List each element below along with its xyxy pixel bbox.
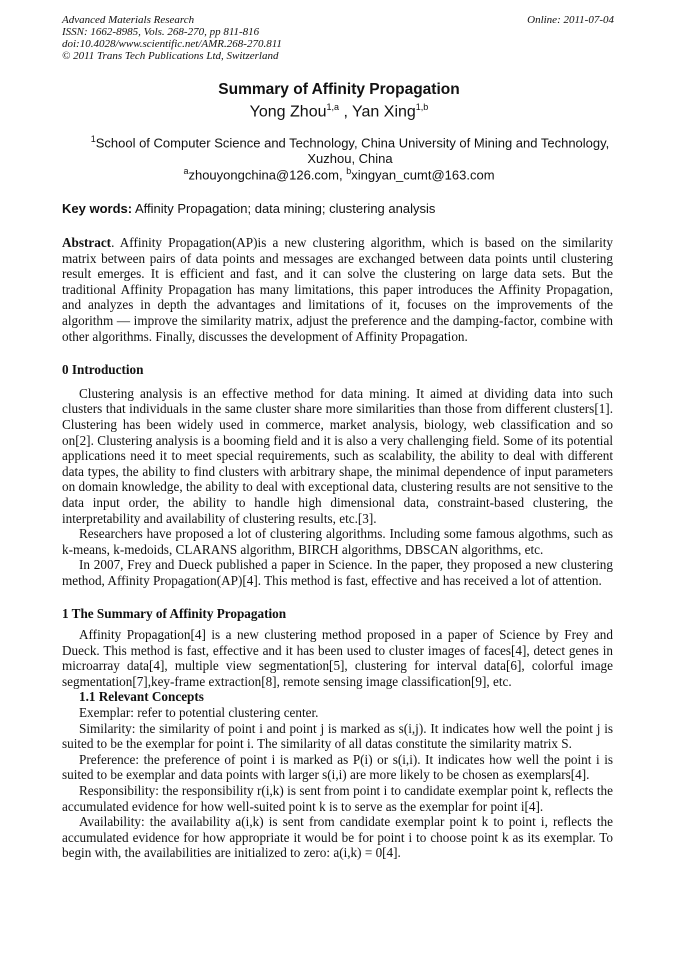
paper-title: Summary of Affinity Propagation [218, 81, 460, 98]
concept-availability: Availability: the availability a(i,k) is sent from candidate exemplar point k to point i, reflects the accumulated evidence for how appropriate it would be for point i to choose point k as its exemplar. To begin with, the availabilities are initialized to zero: a(i,k) = 0[4]. [62, 814, 613, 861]
journal-header [62, 14, 614, 62]
abstract [62, 235, 613, 344]
authors [0, 102, 678, 121]
abstract-label: Abstract [62, 235, 112, 250]
affiliation-sup: 1 [90, 134, 96, 144]
issn: ISSN: 1662-8985, Vols. 268-270, pp 811-816 [62, 26, 260, 38]
concept-exemplar: Exemplar: refer to potential clustering center. [79, 705, 319, 721]
keywords-text: Affinity Propagation; data mining; clustering analysis [134, 201, 436, 216]
email: zhouyongchina@126.com, [188, 167, 343, 183]
doi: doi:10.4028/www.scientific.net/AMR.268-270.811 [62, 38, 282, 50]
author-sup: 1,b [415, 102, 429, 112]
keywords-label: Key words: [62, 201, 133, 216]
body-text [62, 235, 613, 861]
email-sup: b [346, 166, 352, 176]
author-sup: 1,a [326, 102, 339, 112]
paragraph: Affinity Propagation[4] is a new clustering method proposed in a paper of Science by Frey and Dueck. This method is fast, effective and it has been used to cluster images of faces[4], detect genes in microarray data[4], multiple view segmentation[5], clustering for interval data[6], colorful image segmentation[7],key-frame extraction[8], remote sensing image classification[9], etc. [62, 627, 613, 689]
author-separator: , [339, 103, 353, 121]
section-heading: 1 The Summary of Affinity Propagation [62, 606, 287, 622]
author-name: Yong Zhou [249, 103, 327, 121]
journal-name: Advanced Materials Research [62, 14, 195, 26]
affiliation [80, 131, 620, 167]
keywords [62, 201, 435, 216]
paragraph: Clustering analysis is an effective method for data mining. It aimed at dividing data into such clusters that individuals in the same cluster share more similarities than those from different clusters[1]. Clustering has been widely used in commerce, market analysis, biology, web classification and so on[2]. Clustering analysis is a booming field and it is also a very challenging field. Some of its potential applications need it to meet special requirements, such as scalability, the ability to deal with different data types, the ability to find clusters with arbitrary shape, the minimal dependence of input parameters on domain knowledge, the ability to deal with exceptional data, clustering results are not sensitive to the data input order, the ability to handle high dimensional data, constraint-based clustering, the interpretability and availability of clustering results, etc.[3]. [62, 385, 613, 526]
author-name: Yan Xing [352, 103, 416, 121]
online-date: Online: 2011-07-04 [527, 14, 614, 26]
affiliation-text: School of Computer Science and Technology, China University of Mining and Technology, Xuzhou, China [95, 135, 610, 167]
paragraph: Researchers have proposed a lot of clustering algorithms. Including some famous algothms, such as k-means, k-medoids, CLARANS algorithm, BIRCH algorithms, DBSCAN algorithms, etc. [62, 526, 613, 557]
copyright: © 2011 Trans Tech Publications Ltd, Switzerland [62, 50, 279, 62]
subsection-heading: 1.1 Relevant Concepts [79, 689, 204, 705]
paragraph: In 2007, Frey and Dueck published a paper in Science. In the paper, they proposed a new clustering method, Affinity Propagation(AP)[4]. This method is fast, effective and has received a lot of attention. [62, 557, 613, 588]
email-sup: a [183, 166, 189, 176]
concept-responsibility: Responsibility: the responsibility r(i,k) is sent from point i to candidate exemplar point k, reflects the accumulated evidence for how well-suited point k is to serve as the exemplar for point i[4]. [62, 783, 613, 814]
section-heading: 0 Introduction [62, 362, 144, 378]
concept-preference: Preference: the preference of point i is marked as P(i) or s(i,i). It indicates how well the point i is suited to be exemplar and data points with larger s(i,i) are more likely to be chosen as exemplars[4]. [62, 751, 613, 783]
concept-similarity: Similarity: the similarity of point i and point j is marked as s(i,j). It indicates how well the point j is suited to be the exemplar for point i. The similarity of all datas constitute the similarity matrix S. [62, 720, 613, 752]
emails [0, 166, 678, 182]
email: xingyan_cumt@163.com [351, 167, 495, 183]
abstract-text: . Affinity Propagation(AP)is a new clustering algorithm, which is based on the similarity matrix between pairs of data points and messages are exchanged between data points until clustering result emerges. It is efficient and fast, and it can solve the clustering on large data sets. But the traditional Affinity Propagation has many limitations, this paper introduces the Affinity Propagation, and analyzes in depth the advantages and limitations of it, focuses on the improvements of the algorithm — improve the similarity matrix, adjust the preference and the damping-factor, combine with other algorithms. Finally, discusses the development of Affinity Propagation. [62, 235, 613, 344]
